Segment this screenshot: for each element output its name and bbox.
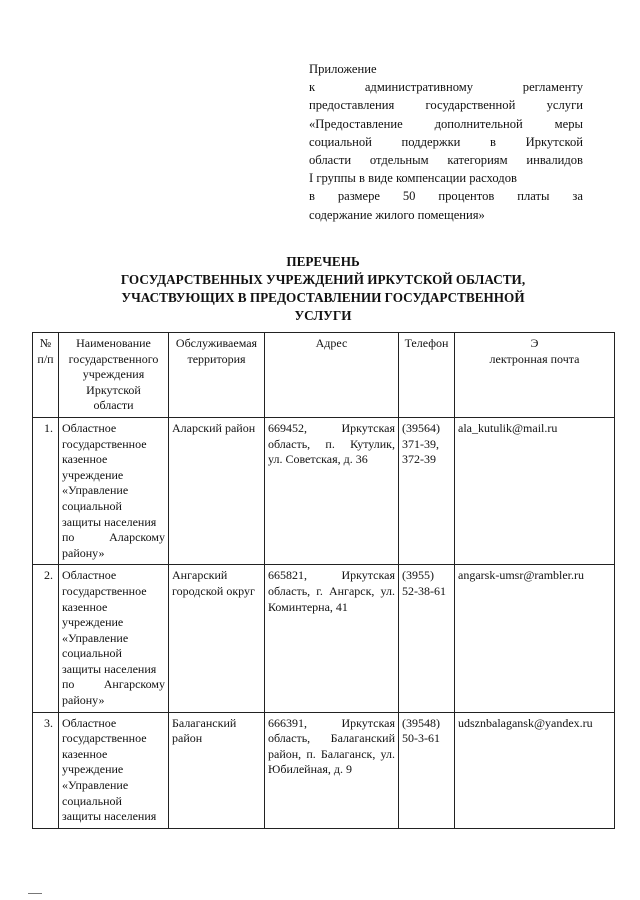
table-row <box>33 712 615 828</box>
table-row <box>33 565 615 712</box>
institution-phone: (3955) 52-38-61 <box>399 565 455 712</box>
served-territory: Ангарский городской округ <box>169 565 265 712</box>
table-row <box>33 417 615 564</box>
institution-name: Областное государственное казенное учреждение «Управление социальной защиты населения <box>59 712 169 828</box>
institution-phone: (39564) 371-39, 372-39 <box>399 417 455 564</box>
appendix-line: в размере 50 процентов платы за <box>309 189 583 204</box>
header-phone: Телефон <box>399 333 455 418</box>
appendix-line: к административному регламенту <box>309 80 583 95</box>
institution-address: 666391, Иркутская область, Балаганский район, п. Балаганск, ул. Юбилейная, д. 9 <box>265 712 399 828</box>
appendix-line: «Предоставление дополнительной меры <box>309 116 583 131</box>
institution-address: 665821, Иркутская область, г. Ангарск, ул. Коминтерна, 41 <box>265 565 399 712</box>
institutions-table <box>32 332 615 829</box>
appendix-line: социальной поддержки в Иркутской <box>309 134 583 149</box>
row-number: 3. <box>33 712 59 828</box>
institution-email: angarsk-umsr@rambler.ru <box>455 565 615 712</box>
appendix-line: I группы в виде компенсации расходов <box>309 171 517 186</box>
institution-name: Областное государственное казенное учреждение «Управление социальной защиты населения по Ангарскому району» <box>59 565 169 712</box>
institution-phone: (39548) 50-3-61 <box>399 712 455 828</box>
header-address: Адрес <box>265 333 399 418</box>
institution-address: 669452, Иркутская область, п. Кутулик, ул. Советская, д. 36 <box>265 417 399 564</box>
served-territory: Балаганский район <box>169 712 265 828</box>
header-email: Э лектронная почта <box>455 333 615 418</box>
row-number: 1. <box>33 417 59 564</box>
document-title <box>60 253 586 325</box>
served-territory: Аларский район <box>169 417 265 564</box>
institution-name: Областное государственное казенное учреждение «Управление социальной защиты населения по Аларскому району» <box>59 417 169 564</box>
table-header-row <box>33 333 615 418</box>
row-number: 2. <box>33 565 59 712</box>
appendix-line: Приложение <box>309 62 377 76</box>
appendix-line: области отдельным категориям инвалидов <box>309 153 583 168</box>
header-name: Наименование государственного учреждения Иркутской области <box>59 333 169 418</box>
title-line: ГОСУДАРСТВЕННЫХ УЧРЕЖДЕНИЙ ИРКУТСКОЙ ОБЛАСТИ, <box>120 272 526 287</box>
appendix-line: предоставления государственной услуги <box>309 98 583 113</box>
header-num: № п/п <box>33 333 59 418</box>
header-territory: Обслуживаемая территория <box>169 333 265 418</box>
institution-email: udsznbalagansk@yandex.ru <box>455 712 615 828</box>
appendix-line: содержание жилого помещения» <box>309 207 485 222</box>
title-line: УЧАСТВУЮЩИХ В ПРЕДОСТАВЛЕНИИ ГОСУДАРСТВЕННОЙ <box>121 290 525 305</box>
scan-edge-mark <box>28 893 42 894</box>
appendix-note <box>309 60 583 224</box>
title-line: УСЛУГИ <box>294 308 352 323</box>
institution-email: ala_kutulik@mail.ru <box>455 417 615 564</box>
title-line: ПЕРЕЧЕНЬ <box>286 254 360 269</box>
